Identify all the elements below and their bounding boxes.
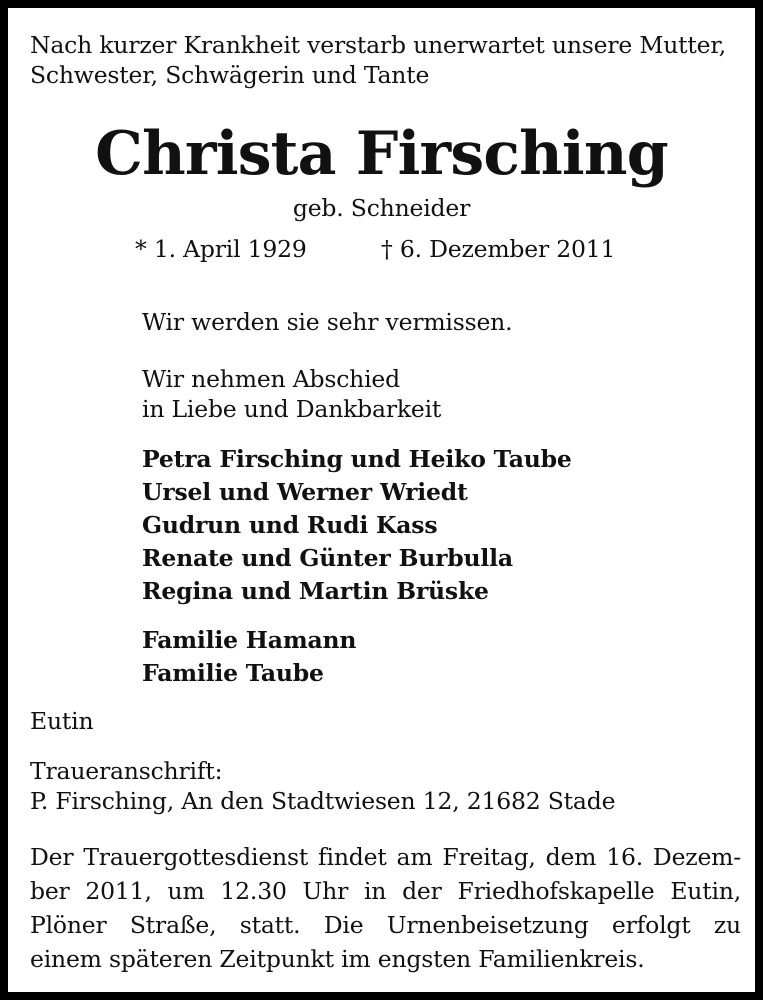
intro-line: Schwester, Schwägerin und Tante	[30, 61, 430, 89]
service-line: ber 2011, um 12.30 Uhr in der Friedhofskapelle Eutin,	[30, 877, 741, 905]
mourner: Regina und Martin Brüske	[142, 577, 489, 605]
mourner: Ursel und Werner Wriedt	[142, 478, 468, 506]
mourner: Gudrun und Rudi Kass	[142, 511, 438, 539]
service-line: Der Trauergottesdienst findet am Freitag, dem 16. Dezem-	[30, 843, 741, 871]
death-date: † 6. Dezember 2011	[381, 235, 616, 263]
farewell-line: Wir nehmen Abschied	[142, 365, 400, 393]
service-info	[30, 840, 741, 976]
message: Wir werden sie sehr vermissen.	[142, 308, 513, 336]
birth-date: * 1. April 1929	[135, 235, 307, 263]
farewell-line: in Liebe und Dankbarkeit	[142, 395, 442, 423]
address-label: Traueranschrift:	[30, 757, 223, 785]
family: Familie Taube	[142, 659, 324, 687]
mourners-list	[142, 443, 572, 608]
families-list	[142, 624, 356, 690]
mourning-address	[30, 756, 615, 816]
obituary-notice	[8, 8, 755, 992]
place: Eutin	[30, 707, 94, 735]
deceased-name: Christa Firsching	[95, 119, 668, 189]
maiden-name: geb. Schneider	[292, 194, 471, 222]
service-line: einem späteren Zeitpunkt im engsten Familienkreis.	[30, 945, 645, 973]
mourner: Renate und Günter Burbulla	[142, 544, 513, 572]
mourner: Petra Firsching und Heiko Taube	[142, 445, 572, 473]
address-value: P. Firsching, An den Stadtwiesen 12, 21682 Stade	[30, 787, 616, 815]
intro-text	[30, 30, 726, 90]
farewell-text	[142, 364, 441, 424]
service-line: Plöner Straße, statt. Die Urnenbeisetzung erfolgt zu	[30, 911, 741, 939]
family: Familie Hamann	[142, 626, 357, 654]
intro-line: Nach kurzer Krankheit verstarb unerwartet unsere Mutter,	[30, 31, 727, 59]
